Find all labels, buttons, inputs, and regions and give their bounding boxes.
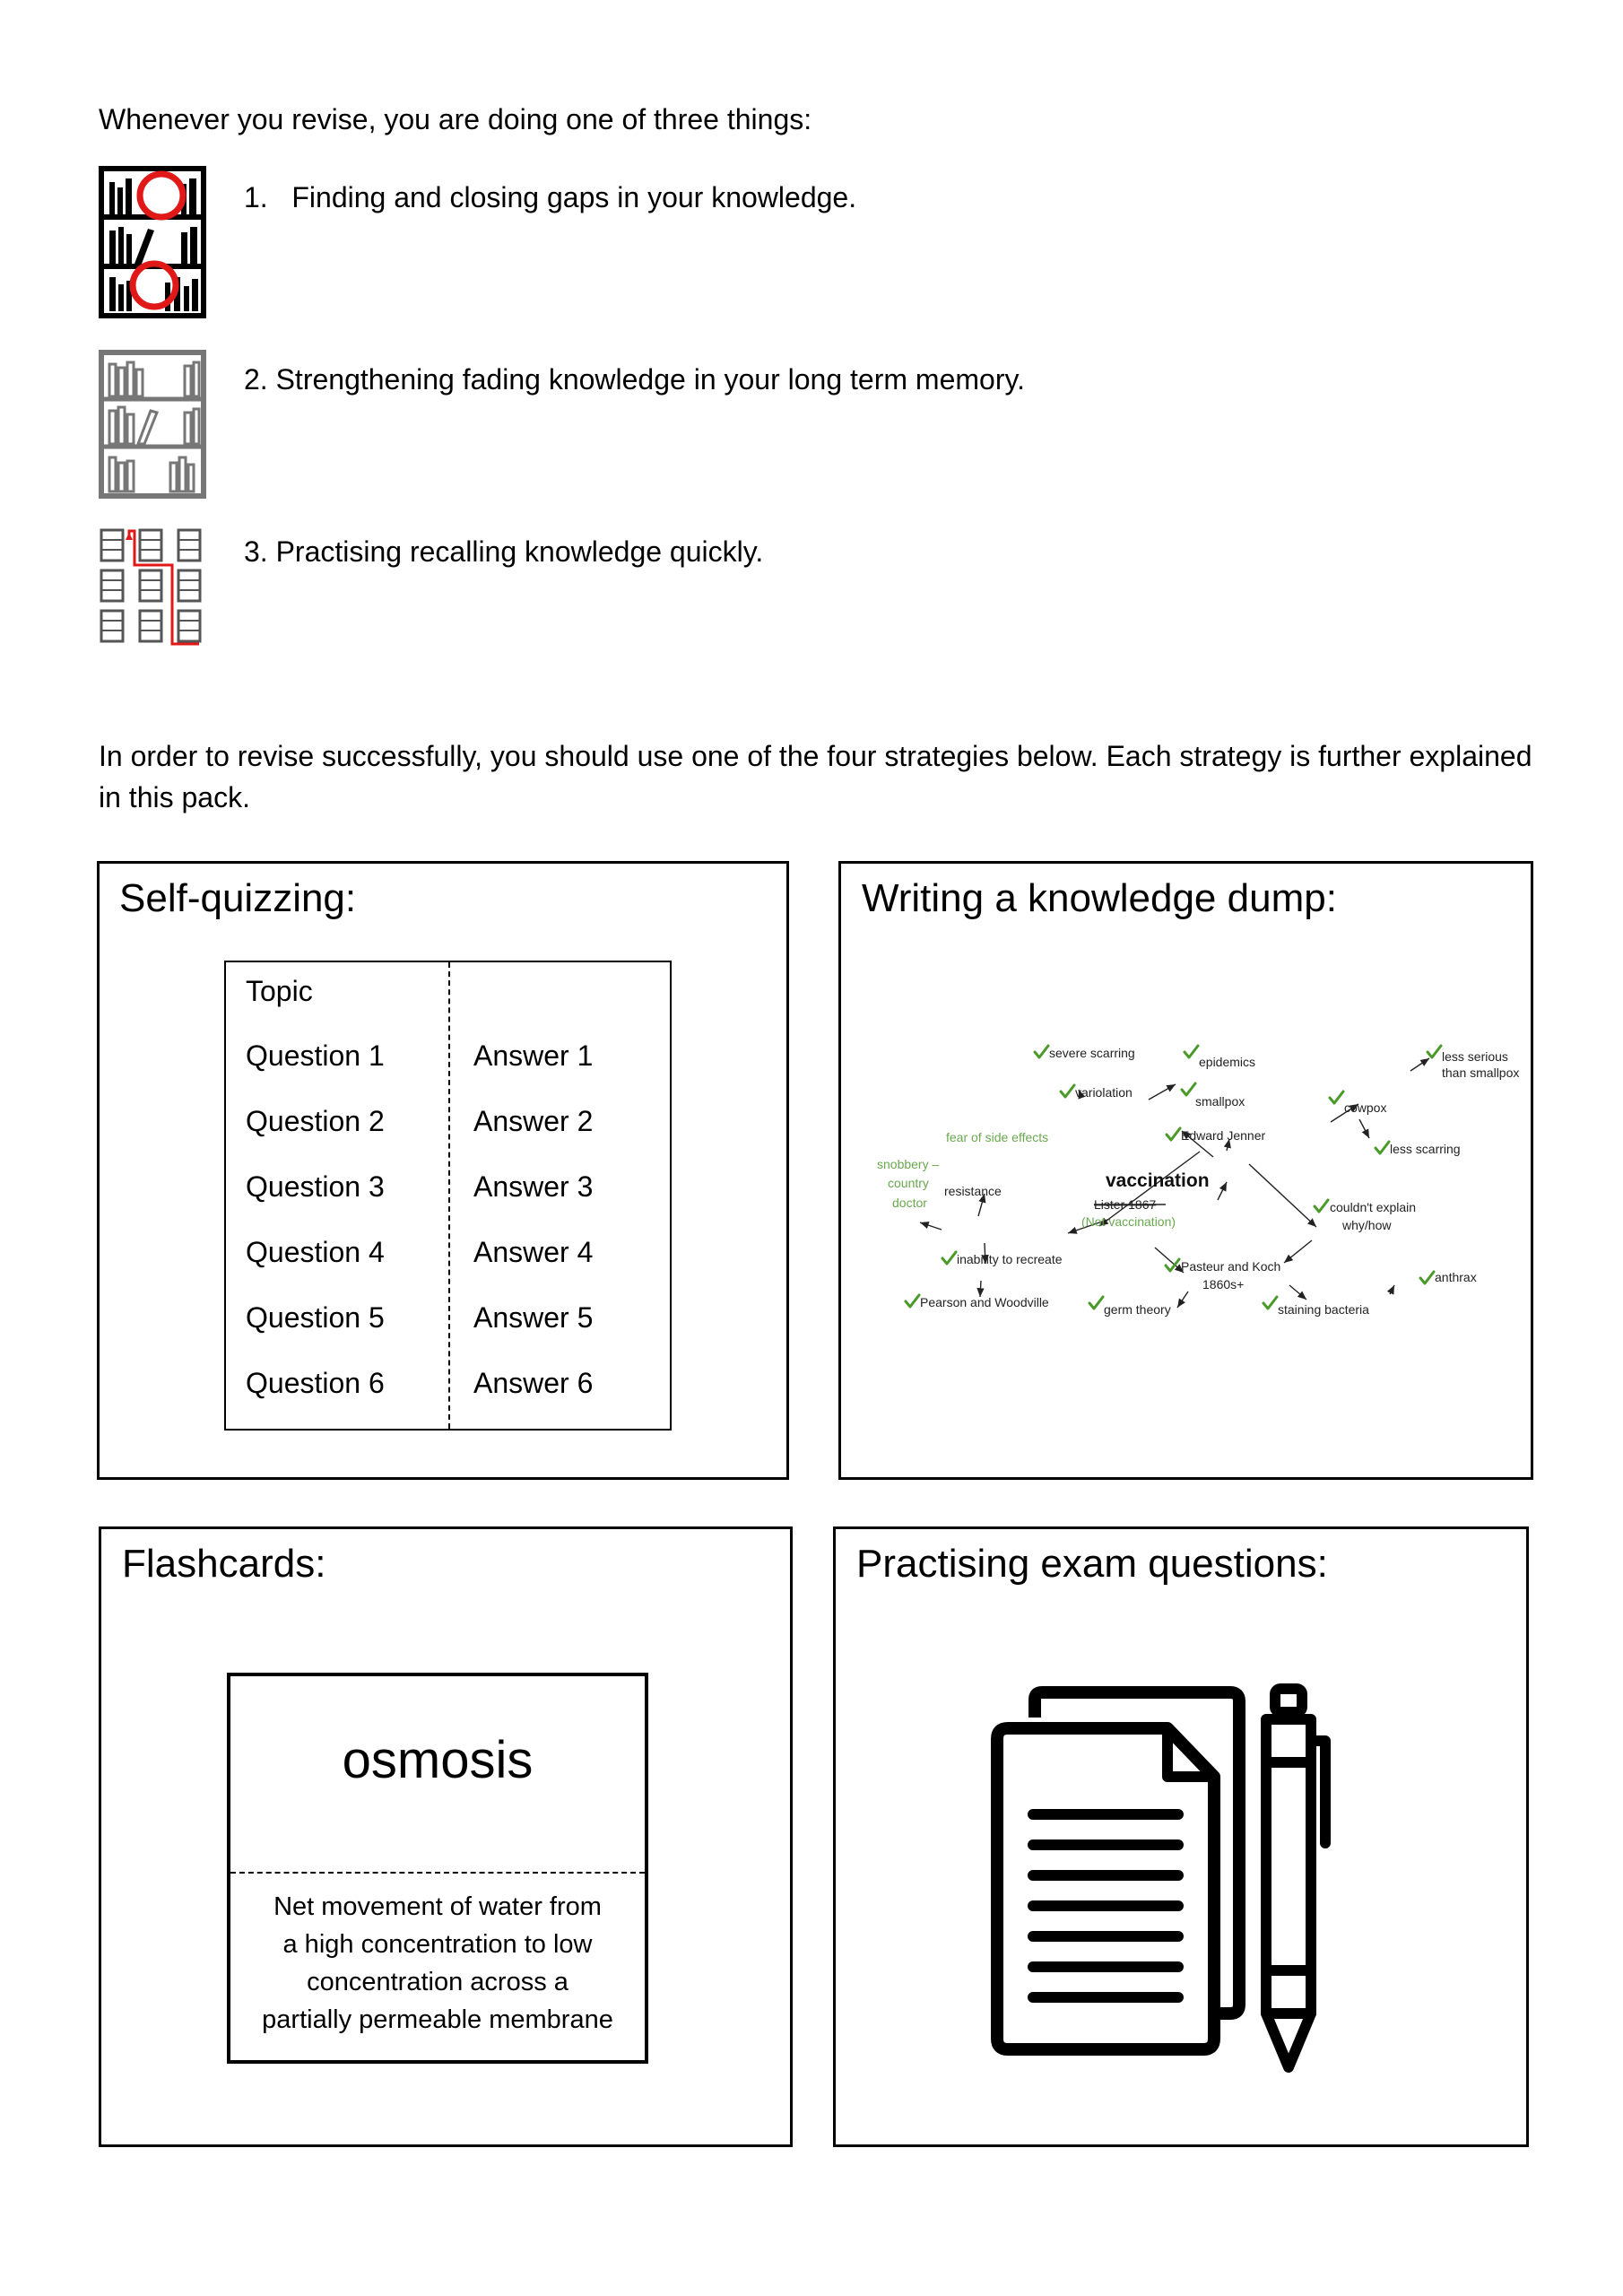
mindmap-node: less serious [1442,1049,1508,1064]
document-and-pen-icon [979,1682,1392,2094]
quiz-question: Question 3 [246,1170,385,1203]
quiz-question: Question 5 [246,1301,385,1334]
flashcard-back-line: a high concentration to low [282,1930,593,1960]
flashcard-fold-line [230,1872,645,1874]
flashcards-panel [99,1526,793,2147]
mindmap-node: cowpox [1344,1100,1387,1115]
mindmap-node: fear of side effects [946,1130,1049,1144]
flashcard-back-line: Net movement of water from [273,1892,602,1921]
mindmap-node: couldn't explain [1330,1200,1417,1214]
mindmap-node-struck: Lister 1867 [1094,1197,1157,1212]
mindmap-center: vaccination [1106,1170,1210,1191]
quiz-answer: Answer 5 [473,1301,594,1334]
mindmap-node: germ theory [1104,1302,1171,1317]
thing-3-text: 3. Practising recalling knowledge quickly. [244,535,764,568]
faded-bookshelf-icon [99,350,206,503]
self-quizzing-title: Self-quizzing: [119,876,357,920]
mindmap-node: doctor [892,1196,927,1210]
mindmap-node: country [888,1176,929,1190]
flashcard-back-line: concentration across a [307,1968,568,1997]
mindmap-node: Pearson and Woodville [920,1295,1049,1309]
exam-questions-panel [833,1526,1529,2147]
flashcard [227,1673,648,2064]
flashcard-front: osmosis [342,1731,534,1789]
quiz-question: Question 4 [246,1236,385,1268]
quiz-question: Question 6 [246,1367,385,1399]
quiz-answer: Answer 3 [473,1170,594,1203]
bookshelf-gaps-icon [99,166,206,323]
quiz-question: Question 2 [246,1105,385,1137]
mindmap-node: than smallpox [1442,1065,1520,1080]
mindmap-node: epidemics [1199,1055,1256,1069]
flashcards-title: Flashcards: [122,1542,326,1586]
mindmap-node: 1860s+ [1202,1277,1245,1292]
quiz-answer: Answer 4 [473,1236,594,1268]
bookshelf-grid-path-icon [99,527,203,650]
knowledge-dump-panel [838,861,1533,1480]
mindmap-node: staining bacteria [1278,1302,1369,1317]
quiz-divider [448,962,450,1429]
mindmap-node: (Not vaccination) [1081,1214,1176,1229]
mindmap-node: resistance [944,1184,1002,1198]
flashcard-back-line: partially permeable membrane [262,2005,613,2035]
flashcard-back [248,1888,627,2039]
thing-2-text: 2. Strengthening fading knowledge in your long term memory. [244,363,1025,396]
quiz-table [224,961,672,1431]
quiz-answer: Answer 2 [473,1105,594,1137]
exam-questions-title: Practising exam questions: [856,1542,1328,1586]
intro-text: Whenever you revise, you are doing one of three things: [99,103,812,135]
knowledge-dump-title: Writing a knowledge dump: [862,876,1337,920]
quiz-question: Question 1 [246,1039,385,1072]
mindmap-node: Pasteur and Koch [1181,1259,1281,1274]
thing-1-text: 1. Finding and closing gaps in your knowledge. [244,181,857,213]
mindmap-node: severe scarring [1049,1046,1135,1060]
mindmap-node: why/how [1342,1218,1392,1232]
mindmap-node: smallpox [1195,1094,1245,1109]
knowledge-dump-mindmap [877,1025,1520,1330]
quiz-topic: Topic [246,975,313,1007]
mindmap-node: anthrax [1435,1270,1477,1284]
self-quizzing-panel [97,861,789,1480]
mindmap-node: inability to recreate [957,1252,1063,1266]
mindmap-node: less scarring [1390,1142,1461,1156]
strategies-intro-text: In order to revise successfully, you should use one of the four strategies below. Each strategy is further explained in this pack. [99,740,1532,814]
mindmap-node: variolation [1075,1085,1133,1100]
quiz-answer: Answer 1 [473,1039,594,1072]
quiz-answer: Answer 6 [473,1367,594,1399]
mindmap-node: snobbery – [877,1157,940,1171]
mindmap-node: Edward Jenner [1181,1128,1266,1143]
